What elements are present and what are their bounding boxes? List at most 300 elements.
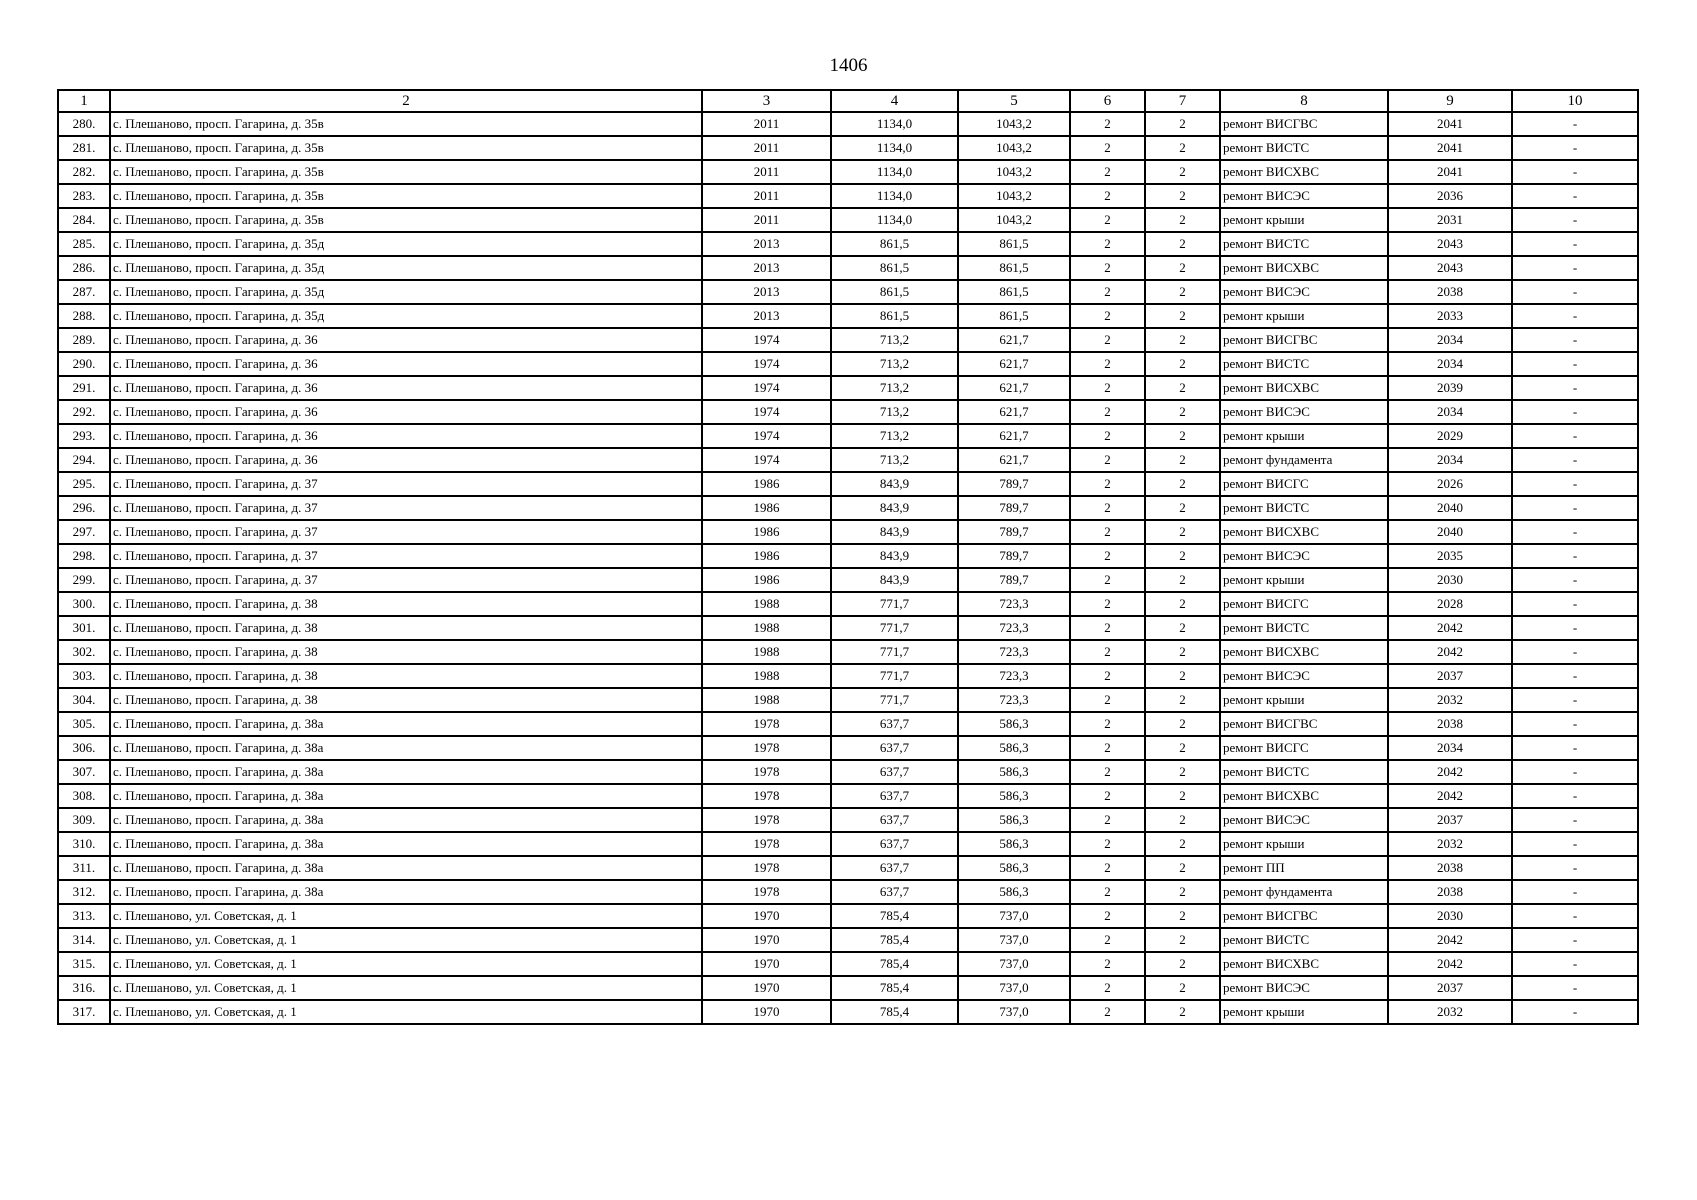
cell-planned-year: 2032 [1388, 832, 1512, 856]
cell-entrances: 2 [1145, 136, 1220, 160]
cell-living-area: 621,7 [958, 424, 1070, 448]
cell-note: - [1512, 424, 1638, 448]
cell-living-area: 789,7 [958, 520, 1070, 544]
cell-floors: 2 [1070, 352, 1145, 376]
cell-planned-year: 2038 [1388, 856, 1512, 880]
cell-work-type: ремонт ВИСЭС [1220, 664, 1388, 688]
cell-living-area: 737,0 [958, 904, 1070, 928]
cell-floors: 2 [1070, 808, 1145, 832]
cell-planned-year: 2042 [1388, 640, 1512, 664]
cell-row-number: 281. [58, 136, 110, 160]
cell-row-number: 287. [58, 280, 110, 304]
cell-entrances: 2 [1145, 472, 1220, 496]
cell-entrances: 2 [1145, 520, 1220, 544]
cell-living-area: 861,5 [958, 304, 1070, 328]
cell-note: - [1512, 640, 1638, 664]
table-row [58, 424, 1638, 448]
cell-year-built: 1988 [702, 640, 831, 664]
cell-floors: 2 [1070, 688, 1145, 712]
cell-row-number: 310. [58, 832, 110, 856]
cell-address: с. Плешаново, просп. Гагарина, д. 35д [110, 232, 702, 256]
cell-work-type: ремонт ВИСГС [1220, 736, 1388, 760]
cell-entrances: 2 [1145, 856, 1220, 880]
cell-entrances: 2 [1145, 256, 1220, 280]
cell-address: с. Плешаново, просп. Гагарина, д. 37 [110, 544, 702, 568]
cell-address: с. Плешаново, ул. Советская, д. 1 [110, 928, 702, 952]
cell-work-type: ремонт ВИСГВС [1220, 328, 1388, 352]
cell-total-area: 785,4 [831, 976, 958, 1000]
cell-entrances: 2 [1145, 712, 1220, 736]
cell-row-number: 302. [58, 640, 110, 664]
cell-floors: 2 [1070, 760, 1145, 784]
cell-planned-year: 2030 [1388, 568, 1512, 592]
cell-year-built: 1986 [702, 472, 831, 496]
cell-total-area: 637,7 [831, 808, 958, 832]
cell-entrances: 2 [1145, 280, 1220, 304]
cell-entrances: 2 [1145, 328, 1220, 352]
table-row [58, 160, 1638, 184]
cell-work-type: ремонт ВИСХВС [1220, 256, 1388, 280]
cell-note: - [1512, 256, 1638, 280]
cell-entrances: 2 [1145, 664, 1220, 688]
cell-total-area: 861,5 [831, 280, 958, 304]
cell-work-type: ремонт ВИСТС [1220, 760, 1388, 784]
cell-living-area: 1043,2 [958, 208, 1070, 232]
cell-planned-year: 2041 [1388, 160, 1512, 184]
cell-entrances: 2 [1145, 496, 1220, 520]
cell-living-area: 723,3 [958, 688, 1070, 712]
cell-planned-year: 2034 [1388, 448, 1512, 472]
cell-planned-year: 2032 [1388, 1000, 1512, 1024]
cell-note: - [1512, 760, 1638, 784]
cell-total-area: 771,7 [831, 616, 958, 640]
cell-year-built: 1978 [702, 784, 831, 808]
table-row [58, 496, 1638, 520]
cell-address: с. Плешаново, просп. Гагарина, д. 38а [110, 856, 702, 880]
cell-entrances: 2 [1145, 832, 1220, 856]
cell-address: с. Плешаново, ул. Советская, д. 1 [110, 1000, 702, 1024]
cell-address: с. Плешаново, просп. Гагарина, д. 37 [110, 496, 702, 520]
table-row [58, 856, 1638, 880]
cell-planned-year: 2038 [1388, 712, 1512, 736]
cell-year-built: 1974 [702, 376, 831, 400]
cell-row-number: 280. [58, 112, 110, 136]
table-row [58, 136, 1638, 160]
cell-floors: 2 [1070, 664, 1145, 688]
cell-work-type: ремонт ВИСХВС [1220, 640, 1388, 664]
cell-note: - [1512, 952, 1638, 976]
cell-total-area: 1134,0 [831, 112, 958, 136]
cell-year-built: 1986 [702, 568, 831, 592]
cell-entrances: 2 [1145, 304, 1220, 328]
cell-note: - [1512, 616, 1638, 640]
cell-living-area: 789,7 [958, 544, 1070, 568]
cell-total-area: 771,7 [831, 640, 958, 664]
cell-address: с. Плешаново, просп. Гагарина, д. 38 [110, 616, 702, 640]
cell-floors: 2 [1070, 952, 1145, 976]
cell-row-number: 304. [58, 688, 110, 712]
cell-living-area: 1043,2 [958, 160, 1070, 184]
cell-year-built: 2013 [702, 232, 831, 256]
cell-work-type: ремонт ВИСГС [1220, 472, 1388, 496]
cell-total-area: 713,2 [831, 448, 958, 472]
cell-row-number: 286. [58, 256, 110, 280]
cell-floors: 2 [1070, 832, 1145, 856]
cell-address: с. Плешаново, просп. Гагарина, д. 36 [110, 352, 702, 376]
cell-row-number: 293. [58, 424, 110, 448]
cell-total-area: 713,2 [831, 400, 958, 424]
cell-note: - [1512, 568, 1638, 592]
cell-work-type: ремонт крыши [1220, 424, 1388, 448]
cell-year-built: 1974 [702, 448, 831, 472]
cell-work-type: ремонт ВИСЭС [1220, 184, 1388, 208]
cell-address: с. Плешаново, ул. Советская, д. 1 [110, 976, 702, 1000]
cell-living-area: 737,0 [958, 976, 1070, 1000]
cell-address: с. Плешаново, просп. Гагарина, д. 36 [110, 448, 702, 472]
cell-floors: 2 [1070, 448, 1145, 472]
cell-work-type: ремонт крыши [1220, 832, 1388, 856]
cell-planned-year: 2037 [1388, 664, 1512, 688]
cell-floors: 2 [1070, 232, 1145, 256]
cell-row-number: 288. [58, 304, 110, 328]
cell-total-area: 713,2 [831, 376, 958, 400]
cell-work-type: ремонт ВИСГС [1220, 592, 1388, 616]
cell-entrances: 2 [1145, 232, 1220, 256]
cell-note: - [1512, 976, 1638, 1000]
cell-year-built: 1986 [702, 544, 831, 568]
cell-entrances: 2 [1145, 784, 1220, 808]
cell-year-built: 1978 [702, 880, 831, 904]
cell-planned-year: 2040 [1388, 520, 1512, 544]
cell-total-area: 713,2 [831, 328, 958, 352]
cell-total-area: 637,7 [831, 712, 958, 736]
cell-work-type: ремонт ВИСХВС [1220, 376, 1388, 400]
cell-living-area: 621,7 [958, 352, 1070, 376]
cell-entrances: 2 [1145, 448, 1220, 472]
cell-work-type: ремонт крыши [1220, 568, 1388, 592]
table-row [58, 400, 1638, 424]
cell-row-number: 313. [58, 904, 110, 928]
cell-living-area: 737,0 [958, 928, 1070, 952]
column-header-3: 3 [702, 90, 831, 112]
cell-planned-year: 2034 [1388, 352, 1512, 376]
cell-address: с. Плешаново, просп. Гагарина, д. 38 [110, 664, 702, 688]
cell-total-area: 843,9 [831, 472, 958, 496]
cell-entrances: 2 [1145, 688, 1220, 712]
table-row [58, 184, 1638, 208]
cell-total-area: 861,5 [831, 232, 958, 256]
table-row [58, 568, 1638, 592]
cell-planned-year: 2030 [1388, 904, 1512, 928]
cell-note: - [1512, 400, 1638, 424]
cell-row-number: 289. [58, 328, 110, 352]
cell-work-type: ремонт крыши [1220, 688, 1388, 712]
cell-row-number: 283. [58, 184, 110, 208]
cell-row-number: 285. [58, 232, 110, 256]
cell-total-area: 785,4 [831, 928, 958, 952]
cell-row-number: 299. [58, 568, 110, 592]
table-row [58, 760, 1638, 784]
cell-living-area: 789,7 [958, 496, 1070, 520]
cell-work-type: ремонт ВИСГВС [1220, 112, 1388, 136]
cell-work-type: ремонт ВИСЭС [1220, 976, 1388, 1000]
cell-floors: 2 [1070, 208, 1145, 232]
table-row [58, 592, 1638, 616]
cell-year-built: 1986 [702, 520, 831, 544]
cell-address: с. Плешаново, просп. Гагарина, д. 35в [110, 184, 702, 208]
cell-note: - [1512, 544, 1638, 568]
cell-floors: 2 [1070, 472, 1145, 496]
cell-address: с. Плешаново, просп. Гагарина, д. 38а [110, 784, 702, 808]
cell-planned-year: 2037 [1388, 808, 1512, 832]
cell-work-type: ремонт ВИСТС [1220, 616, 1388, 640]
cell-planned-year: 2042 [1388, 952, 1512, 976]
cell-address: с. Плешаново, просп. Гагарина, д. 38а [110, 832, 702, 856]
cell-living-area: 861,5 [958, 256, 1070, 280]
cell-note: - [1512, 856, 1638, 880]
cell-year-built: 1988 [702, 688, 831, 712]
cell-address: с. Плешаново, просп. Гагарина, д. 35в [110, 160, 702, 184]
cell-year-built: 2013 [702, 256, 831, 280]
cell-planned-year: 2037 [1388, 976, 1512, 1000]
table-row [58, 976, 1638, 1000]
table-row [58, 904, 1638, 928]
table-row [58, 808, 1638, 832]
cell-row-number: 294. [58, 448, 110, 472]
cell-planned-year: 2034 [1388, 736, 1512, 760]
cell-year-built: 1970 [702, 928, 831, 952]
cell-note: - [1512, 832, 1638, 856]
cell-work-type: ремонт ВИСЭС [1220, 400, 1388, 424]
cell-address: с. Плешаново, просп. Гагарина, д. 36 [110, 376, 702, 400]
cell-work-type: ремонт ВИСТС [1220, 352, 1388, 376]
cell-planned-year: 2042 [1388, 760, 1512, 784]
cell-note: - [1512, 136, 1638, 160]
cell-year-built: 2011 [702, 112, 831, 136]
cell-work-type: ремонт фундамента [1220, 880, 1388, 904]
cell-floors: 2 [1070, 616, 1145, 640]
cell-total-area: 771,7 [831, 664, 958, 688]
table-row [58, 232, 1638, 256]
cell-floors: 2 [1070, 184, 1145, 208]
cell-floors: 2 [1070, 304, 1145, 328]
cell-living-area: 586,3 [958, 712, 1070, 736]
column-header-2: 2 [110, 90, 702, 112]
cell-living-area: 723,3 [958, 664, 1070, 688]
cell-row-number: 308. [58, 784, 110, 808]
cell-living-area: 789,7 [958, 472, 1070, 496]
cell-row-number: 295. [58, 472, 110, 496]
cell-entrances: 2 [1145, 352, 1220, 376]
column-header-5: 5 [958, 90, 1070, 112]
cell-work-type: ремонт ВИСЭС [1220, 544, 1388, 568]
cell-note: - [1512, 928, 1638, 952]
cell-address: с. Плешаново, просп. Гагарина, д. 35д [110, 304, 702, 328]
cell-total-area: 785,4 [831, 1000, 958, 1024]
table-body [58, 112, 1638, 1024]
cell-note: - [1512, 112, 1638, 136]
cell-work-type: ремонт ВИСТС [1220, 232, 1388, 256]
cell-address: с. Плешаново, просп. Гагарина, д. 38а [110, 736, 702, 760]
cell-entrances: 2 [1145, 928, 1220, 952]
column-header-4: 4 [831, 90, 958, 112]
cell-total-area: 713,2 [831, 424, 958, 448]
cell-planned-year: 2043 [1388, 232, 1512, 256]
cell-work-type: ремонт ВИСЭС [1220, 808, 1388, 832]
cell-floors: 2 [1070, 112, 1145, 136]
cell-address: с. Плешаново, просп. Гагарина, д. 38а [110, 712, 702, 736]
cell-row-number: 303. [58, 664, 110, 688]
cell-living-area: 861,5 [958, 280, 1070, 304]
cell-entrances: 2 [1145, 400, 1220, 424]
cell-row-number: 291. [58, 376, 110, 400]
cell-floors: 2 [1070, 736, 1145, 760]
cell-row-number: 305. [58, 712, 110, 736]
cell-floors: 2 [1070, 520, 1145, 544]
table-row [58, 664, 1638, 688]
cell-living-area: 1043,2 [958, 184, 1070, 208]
cell-living-area: 723,3 [958, 616, 1070, 640]
cell-entrances: 2 [1145, 184, 1220, 208]
cell-living-area: 723,3 [958, 640, 1070, 664]
cell-address: с. Плешаново, просп. Гагарина, д. 36 [110, 400, 702, 424]
cell-entrances: 2 [1145, 760, 1220, 784]
cell-planned-year: 2043 [1388, 256, 1512, 280]
cell-total-area: 843,9 [831, 520, 958, 544]
cell-address: с. Плешаново, просп. Гагарина, д. 38 [110, 688, 702, 712]
cell-entrances: 2 [1145, 976, 1220, 1000]
table-row [58, 376, 1638, 400]
cell-year-built: 1974 [702, 424, 831, 448]
cell-living-area: 1043,2 [958, 136, 1070, 160]
cell-work-type: ремонт ВИСТС [1220, 496, 1388, 520]
cell-living-area: 723,3 [958, 592, 1070, 616]
cell-note: - [1512, 784, 1638, 808]
cell-note: - [1512, 592, 1638, 616]
cell-total-area: 1134,0 [831, 184, 958, 208]
cell-address: с. Плешаново, ул. Советская, д. 1 [110, 952, 702, 976]
cell-address: с. Плешаново, просп. Гагарина, д. 38а [110, 760, 702, 784]
cell-note: - [1512, 448, 1638, 472]
cell-living-area: 1043,2 [958, 112, 1070, 136]
cell-floors: 2 [1070, 880, 1145, 904]
cell-row-number: 300. [58, 592, 110, 616]
cell-row-number: 315. [58, 952, 110, 976]
cell-note: - [1512, 304, 1638, 328]
cell-planned-year: 2035 [1388, 544, 1512, 568]
cell-year-built: 1988 [702, 592, 831, 616]
table-row [58, 304, 1638, 328]
cell-note: - [1512, 376, 1638, 400]
cell-year-built: 1970 [702, 976, 831, 1000]
cell-address: с. Плешаново, просп. Гагарина, д. 35в [110, 208, 702, 232]
cell-planned-year: 2041 [1388, 112, 1512, 136]
cell-living-area: 586,3 [958, 832, 1070, 856]
cell-planned-year: 2033 [1388, 304, 1512, 328]
cell-planned-year: 2038 [1388, 280, 1512, 304]
cell-floors: 2 [1070, 400, 1145, 424]
cell-work-type: ремонт ВИСХВС [1220, 520, 1388, 544]
cell-entrances: 2 [1145, 952, 1220, 976]
cell-work-type: ремонт ВИСЭС [1220, 280, 1388, 304]
column-header-10: 10 [1512, 90, 1638, 112]
table-row [58, 280, 1638, 304]
cell-living-area: 861,5 [958, 232, 1070, 256]
cell-note: - [1512, 664, 1638, 688]
cell-planned-year: 2040 [1388, 496, 1512, 520]
cell-floors: 2 [1070, 784, 1145, 808]
cell-total-area: 843,9 [831, 568, 958, 592]
cell-entrances: 2 [1145, 112, 1220, 136]
cell-entrances: 2 [1145, 1000, 1220, 1024]
cell-total-area: 713,2 [831, 352, 958, 376]
cell-note: - [1512, 880, 1638, 904]
table-row [58, 832, 1638, 856]
cell-year-built: 2013 [702, 280, 831, 304]
cell-floors: 2 [1070, 136, 1145, 160]
cell-entrances: 2 [1145, 904, 1220, 928]
cell-entrances: 2 [1145, 424, 1220, 448]
cell-work-type: ремонт ВИСГВС [1220, 712, 1388, 736]
cell-note: - [1512, 1000, 1638, 1024]
cell-work-type: ремонт ВИСТС [1220, 136, 1388, 160]
cell-row-number: 316. [58, 976, 110, 1000]
cell-year-built: 1974 [702, 328, 831, 352]
cell-work-type: ремонт крыши [1220, 1000, 1388, 1024]
table-row [58, 640, 1638, 664]
cell-planned-year: 2029 [1388, 424, 1512, 448]
table-row [58, 736, 1638, 760]
cell-note: - [1512, 904, 1638, 928]
cell-floors: 2 [1070, 976, 1145, 1000]
table-row [58, 928, 1638, 952]
cell-address: с. Плешаново, просп. Гагарина, д. 36 [110, 424, 702, 448]
table-row [58, 784, 1638, 808]
cell-total-area: 843,9 [831, 544, 958, 568]
cell-address: с. Плешаново, просп. Гагарина, д. 37 [110, 520, 702, 544]
cell-floors: 2 [1070, 256, 1145, 280]
cell-entrances: 2 [1145, 376, 1220, 400]
cell-note: - [1512, 184, 1638, 208]
cell-work-type: ремонт крыши [1220, 208, 1388, 232]
table-row [58, 952, 1638, 976]
cell-floors: 2 [1070, 856, 1145, 880]
cell-address: с. Плешаново, просп. Гагарина, д. 36 [110, 328, 702, 352]
cell-entrances: 2 [1145, 568, 1220, 592]
cell-row-number: 284. [58, 208, 110, 232]
cell-floors: 2 [1070, 328, 1145, 352]
cell-year-built: 1970 [702, 1000, 831, 1024]
column-header-8: 8 [1220, 90, 1388, 112]
cell-floors: 2 [1070, 424, 1145, 448]
column-header-9: 9 [1388, 90, 1512, 112]
table-row [58, 688, 1638, 712]
cell-work-type: ремонт ПП [1220, 856, 1388, 880]
cell-note: - [1512, 712, 1638, 736]
cell-total-area: 771,7 [831, 592, 958, 616]
table-row [58, 112, 1638, 136]
cell-living-area: 586,3 [958, 760, 1070, 784]
cell-total-area: 637,7 [831, 760, 958, 784]
cell-year-built: 1988 [702, 664, 831, 688]
column-header-6: 6 [1070, 90, 1145, 112]
cell-floors: 2 [1070, 160, 1145, 184]
cell-note: - [1512, 496, 1638, 520]
cell-row-number: 282. [58, 160, 110, 184]
cell-work-type: ремонт ВИСГВС [1220, 904, 1388, 928]
cell-note: - [1512, 352, 1638, 376]
cell-living-area: 737,0 [958, 1000, 1070, 1024]
